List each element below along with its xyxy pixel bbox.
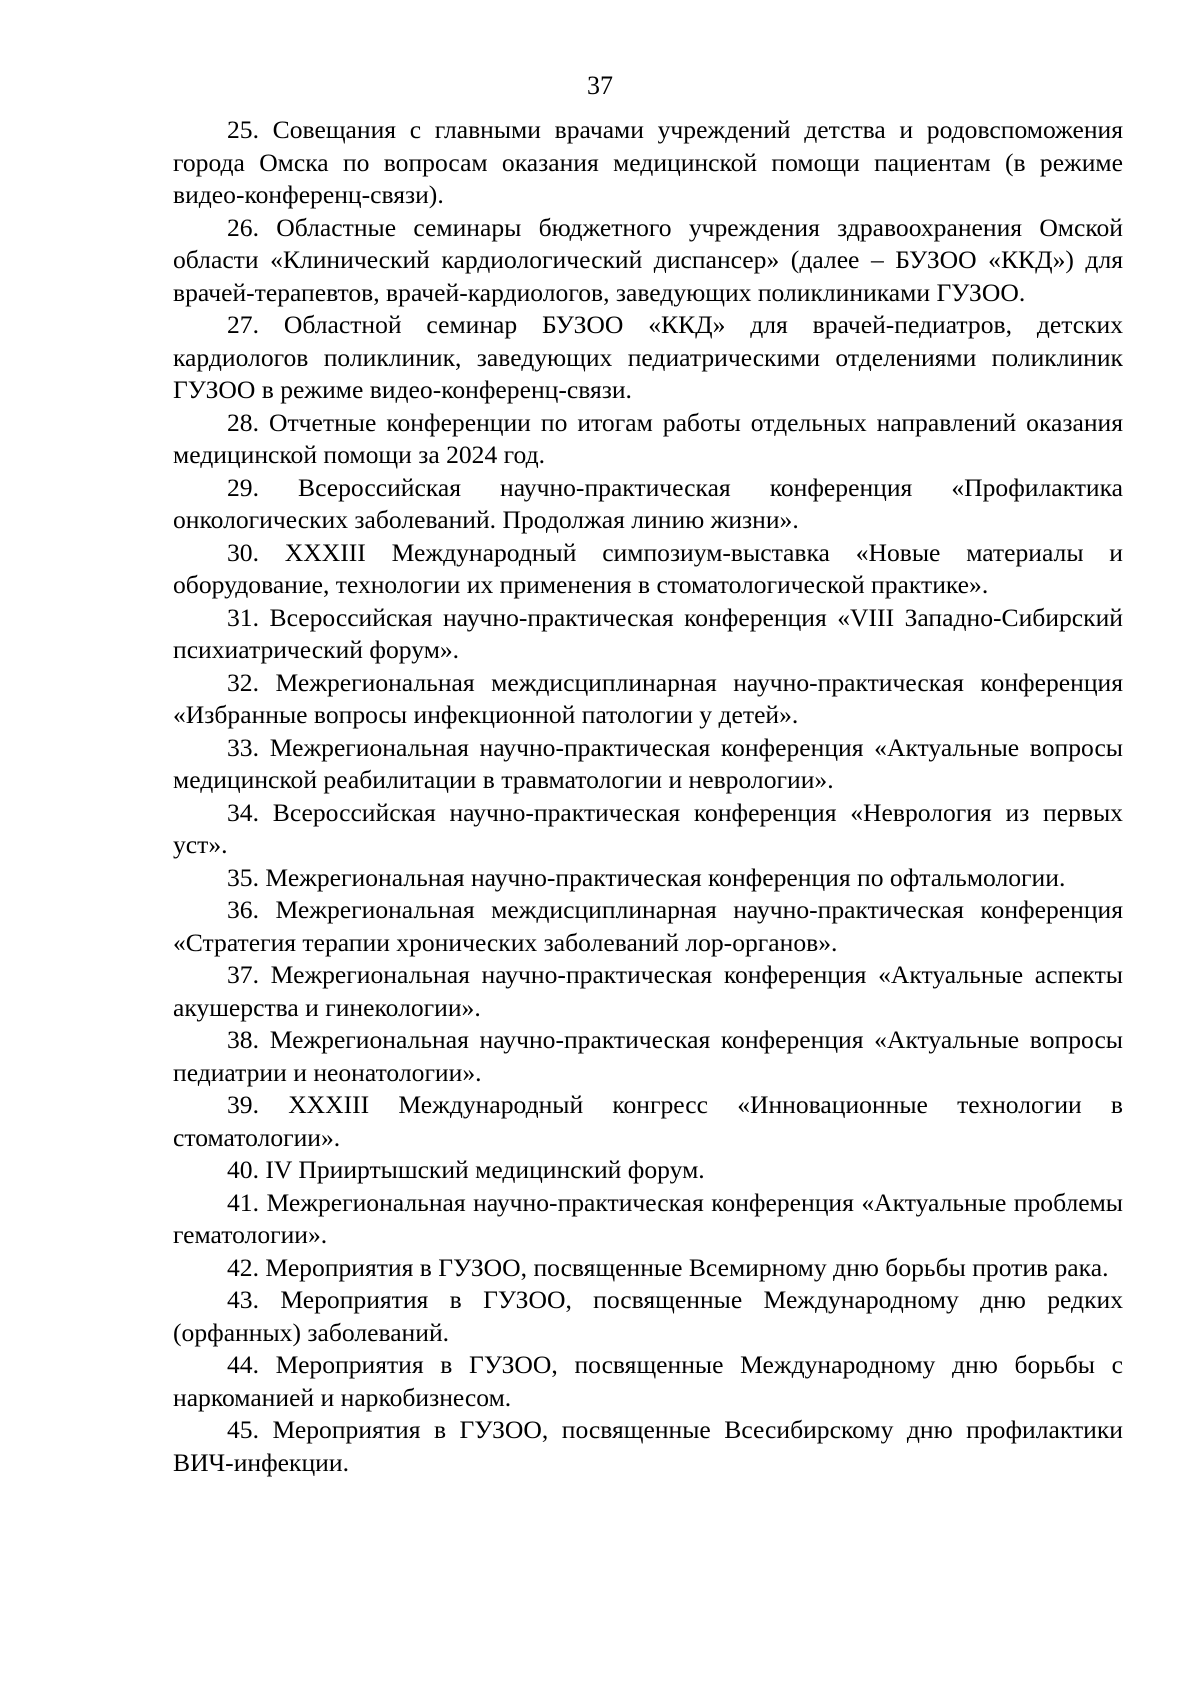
list-item bbox=[173, 212, 1123, 310]
item-text: Мероприятия в ГУЗОО, посвященные Всесибирскому дню профилактики ВИЧ-инфекции. bbox=[173, 1415, 1123, 1477]
list-item bbox=[173, 1252, 1123, 1285]
item-text: XXXIII Международный конгресс «Инновационные технологии в стоматологии». bbox=[173, 1090, 1123, 1152]
item-text: Всероссийская научно-практическая конференция «Неврология из первых уст». bbox=[173, 797, 1123, 859]
item-text: Межрегиональная научно-практическая конференция «Актуальные проблемы гематологии». bbox=[173, 1187, 1123, 1249]
list-item bbox=[173, 959, 1123, 1024]
list-item bbox=[173, 797, 1123, 862]
item-text: IV Прииртышский медицинский форум. bbox=[265, 1155, 705, 1184]
item-number: 32. bbox=[227, 667, 259, 697]
item-number: 31. bbox=[227, 602, 259, 632]
item-number: 33. bbox=[227, 732, 259, 762]
item-text: Межрегиональная научно-практическая конференция «Актуальные вопросы медицинской реабилитации в травматологии и неврологии». bbox=[173, 732, 1123, 794]
item-text: Совещания с главными врачами учреждений детства и родовспоможения города Омска по вопросам оказания медицинской помощи пациентам (в режиме видео-конференц-связи). bbox=[173, 115, 1123, 209]
item-number: 39. bbox=[227, 1090, 259, 1119]
item-number: 27. bbox=[227, 310, 259, 339]
item-text: Всероссийская научно-практическая конференция «VIII Западно-Сибирский психиатрический форум». bbox=[173, 602, 1123, 664]
item-text: Областные семинары бюджетного учреждения здравоохранения Омской области «Клинический кардиологический диспансер» (далее – БУЗОО «ККД») для врачей-терапевтов, врачей-кардиологов, заведующих поликлиниками ГУЗОО. bbox=[173, 212, 1123, 307]
list-item bbox=[173, 1284, 1123, 1349]
item-number: 40. bbox=[227, 1155, 259, 1184]
list-item bbox=[173, 1414, 1123, 1479]
list-item bbox=[173, 894, 1123, 959]
list-item bbox=[173, 114, 1123, 212]
list-item bbox=[173, 1187, 1123, 1252]
item-text: Областной семинар БУЗОО «ККД» для врачей-педиатров, детских кардиологов поликлиник, заведующих педиатрическими отделениями поликлиник ГУЗОО в режиме видео-конференц-связи. bbox=[173, 310, 1123, 404]
list-item bbox=[173, 472, 1123, 537]
list-item bbox=[173, 537, 1123, 602]
item-number: 30. bbox=[227, 537, 259, 567]
item-number: 35. bbox=[227, 862, 259, 892]
list-item bbox=[173, 407, 1123, 472]
item-text: Отчетные конференции по итогам работы отдельных направлений оказания медицинской помощи за 2024 год. bbox=[173, 407, 1124, 469]
item-text: Межрегиональная научно-практическая конференция по офтальмологии. bbox=[265, 862, 1066, 892]
list-item bbox=[173, 862, 1123, 895]
list-item bbox=[173, 1349, 1123, 1414]
item-number: 34. bbox=[227, 797, 259, 827]
document-body bbox=[173, 114, 1123, 1479]
item-text: Мероприятия в ГУЗОО, посвященные Международному дню борьбы с наркоманией и наркобизнесом. bbox=[173, 1350, 1123, 1412]
item-text: Всероссийская научно-практическая конференция «Профилактика онкологических заболеваний. Продолжая линию жизни». bbox=[173, 472, 1123, 534]
item-text: Межрегиональная междисциплинарная научно-практическая конференция «Стратегия терапии хронических заболеваний лор-органов». bbox=[173, 895, 1123, 957]
item-number: 44. bbox=[227, 1350, 259, 1379]
item-text: Межрегиональная междисциплинарная научно-практическая конференция «Избранные вопросы инфекционной патологии у детей». bbox=[173, 667, 1123, 729]
item-number: 42. bbox=[227, 1252, 259, 1282]
item-number: 29. bbox=[227, 472, 259, 502]
list-item bbox=[173, 1154, 1123, 1187]
item-text: Мероприятия в ГУЗОО, посвященные Международному дню редких (орфанных) заболеваний. bbox=[173, 1285, 1124, 1347]
list-item bbox=[173, 667, 1123, 732]
item-number: 36. bbox=[227, 895, 259, 924]
item-number: 41. bbox=[227, 1187, 259, 1217]
item-number: 37. bbox=[227, 960, 259, 989]
list-item bbox=[173, 602, 1123, 667]
item-text: XXXIII Международный симпозиум-выставка «Новые материалы и оборудование, технологии их применения в стоматологической практике». bbox=[173, 537, 1123, 599]
item-number: 38. bbox=[227, 1025, 259, 1054]
item-text: Межрегиональная научно-практическая конференция «Актуальные аспекты акушерства и гинекологии». bbox=[173, 960, 1123, 1022]
item-text: Межрегиональная научно-практическая конференция «Актуальные вопросы педиатрии и неонатологии». bbox=[173, 1025, 1123, 1087]
list-item bbox=[173, 309, 1123, 407]
item-number: 45. bbox=[227, 1415, 259, 1444]
item-number: 28. bbox=[227, 407, 259, 437]
item-number: 25. bbox=[227, 115, 259, 144]
list-item bbox=[173, 1024, 1123, 1089]
item-text: Мероприятия в ГУЗОО, посвященные Всемирному дню борьбы против рака. bbox=[265, 1252, 1109, 1282]
list-item bbox=[173, 1089, 1123, 1154]
item-number: 43. bbox=[227, 1285, 259, 1314]
page-number: 37 bbox=[587, 71, 613, 100]
list-item bbox=[173, 732, 1123, 797]
item-number: 26. bbox=[227, 212, 259, 242]
